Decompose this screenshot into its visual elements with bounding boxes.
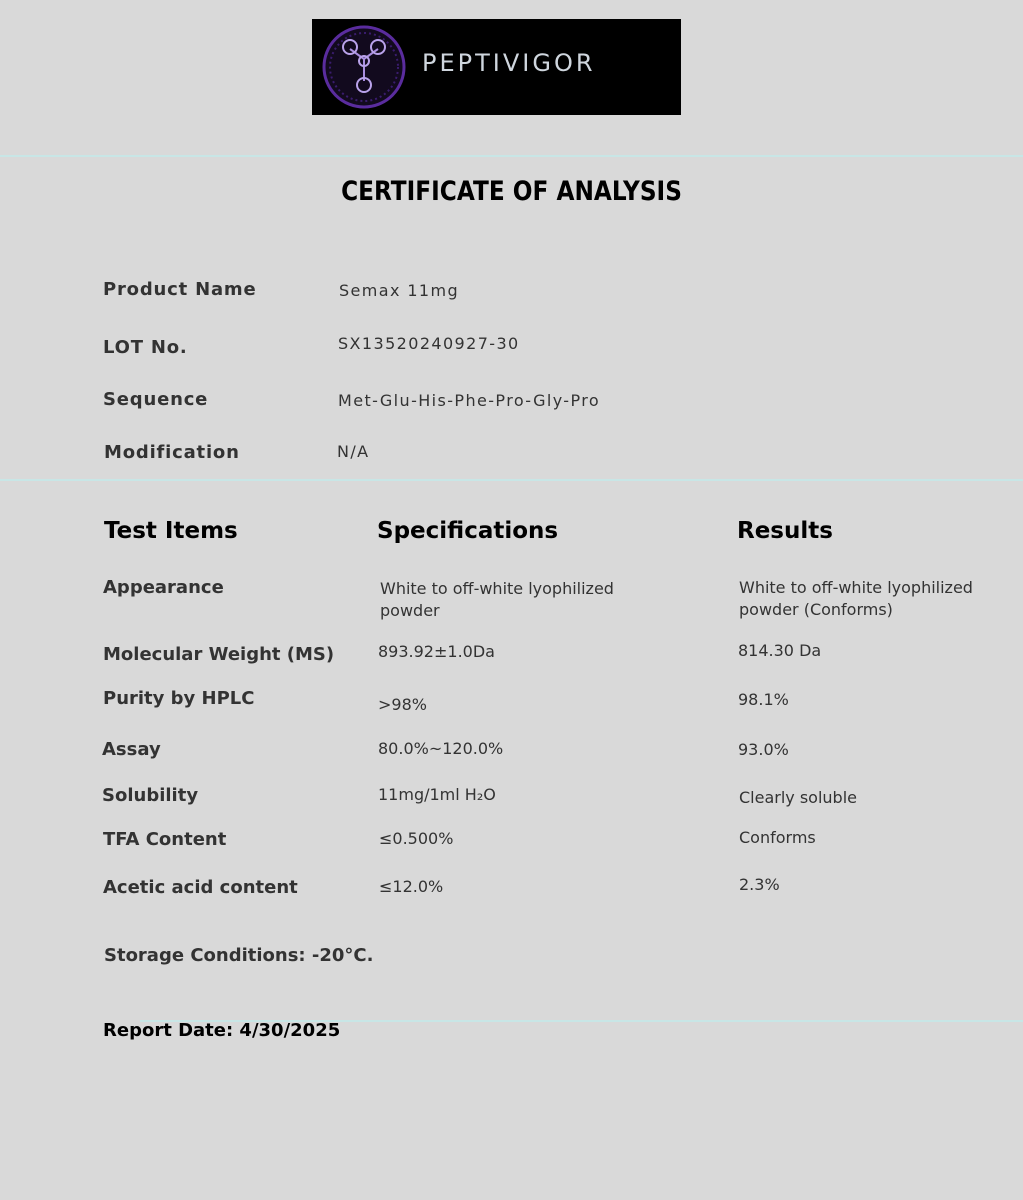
specification: White to off-white lyophilized powder <box>380 579 614 620</box>
storage-conditions: Storage Conditions: -20°C. <box>104 945 374 966</box>
test-item: Solubility <box>102 785 199 806</box>
report-date: Report Date: 4/30/2025 <box>103 1020 341 1041</box>
top-divider <box>0 155 1023 157</box>
result: 98.1% <box>738 690 789 709</box>
molecule-icon <box>320 23 410 113</box>
lot-number-value: SX13520240927-30 <box>338 334 520 353</box>
specification: 893.92±1.0Da <box>378 642 495 661</box>
result: 93.0% <box>738 740 789 759</box>
test-items-header: Test Items <box>104 518 238 544</box>
product-name-label: Product Name <box>103 279 257 300</box>
test-item: Assay <box>102 739 161 760</box>
specification: 80.0%~120.0% <box>378 739 504 758</box>
test-item: Acetic acid content <box>103 877 298 898</box>
result: 814.30 Da <box>738 641 822 660</box>
lot-number-label: LOT No. <box>103 337 188 358</box>
document-title: CERTIFICATE OF ANALYSIS <box>341 176 682 207</box>
results-header: Results <box>737 518 833 544</box>
specifications-header: Specifications <box>377 518 559 544</box>
result: Conforms <box>739 828 816 847</box>
sequence-value: Met-Glu-His-Phe-Pro-Gly-Pro <box>338 391 601 410</box>
test-item: Appearance <box>103 577 224 598</box>
modification-value: N/A <box>337 442 370 461</box>
modification-label: Modification <box>104 442 240 463</box>
product-name-value: Semax 11mg <box>339 281 460 300</box>
specification: >98% <box>378 695 427 714</box>
middle-divider <box>0 479 1023 481</box>
result: White to off-white lyophilized powder (Conforms) <box>739 578 973 619</box>
company-logo <box>312 19 681 115</box>
specification: ≤0.500% <box>379 829 454 848</box>
logo-text: PEPTIVIGOR <box>422 49 596 77</box>
test-item: Molecular Weight (MS) <box>103 644 335 665</box>
result: 2.3% <box>739 875 780 894</box>
specification: 11mg/1ml H₂O <box>378 785 496 804</box>
test-item: TFA Content <box>103 829 227 850</box>
test-item: Purity by HPLC <box>103 688 255 709</box>
specification: ≤12.0% <box>379 877 444 896</box>
sequence-label: Sequence <box>103 389 209 410</box>
result: Clearly soluble <box>739 788 857 807</box>
